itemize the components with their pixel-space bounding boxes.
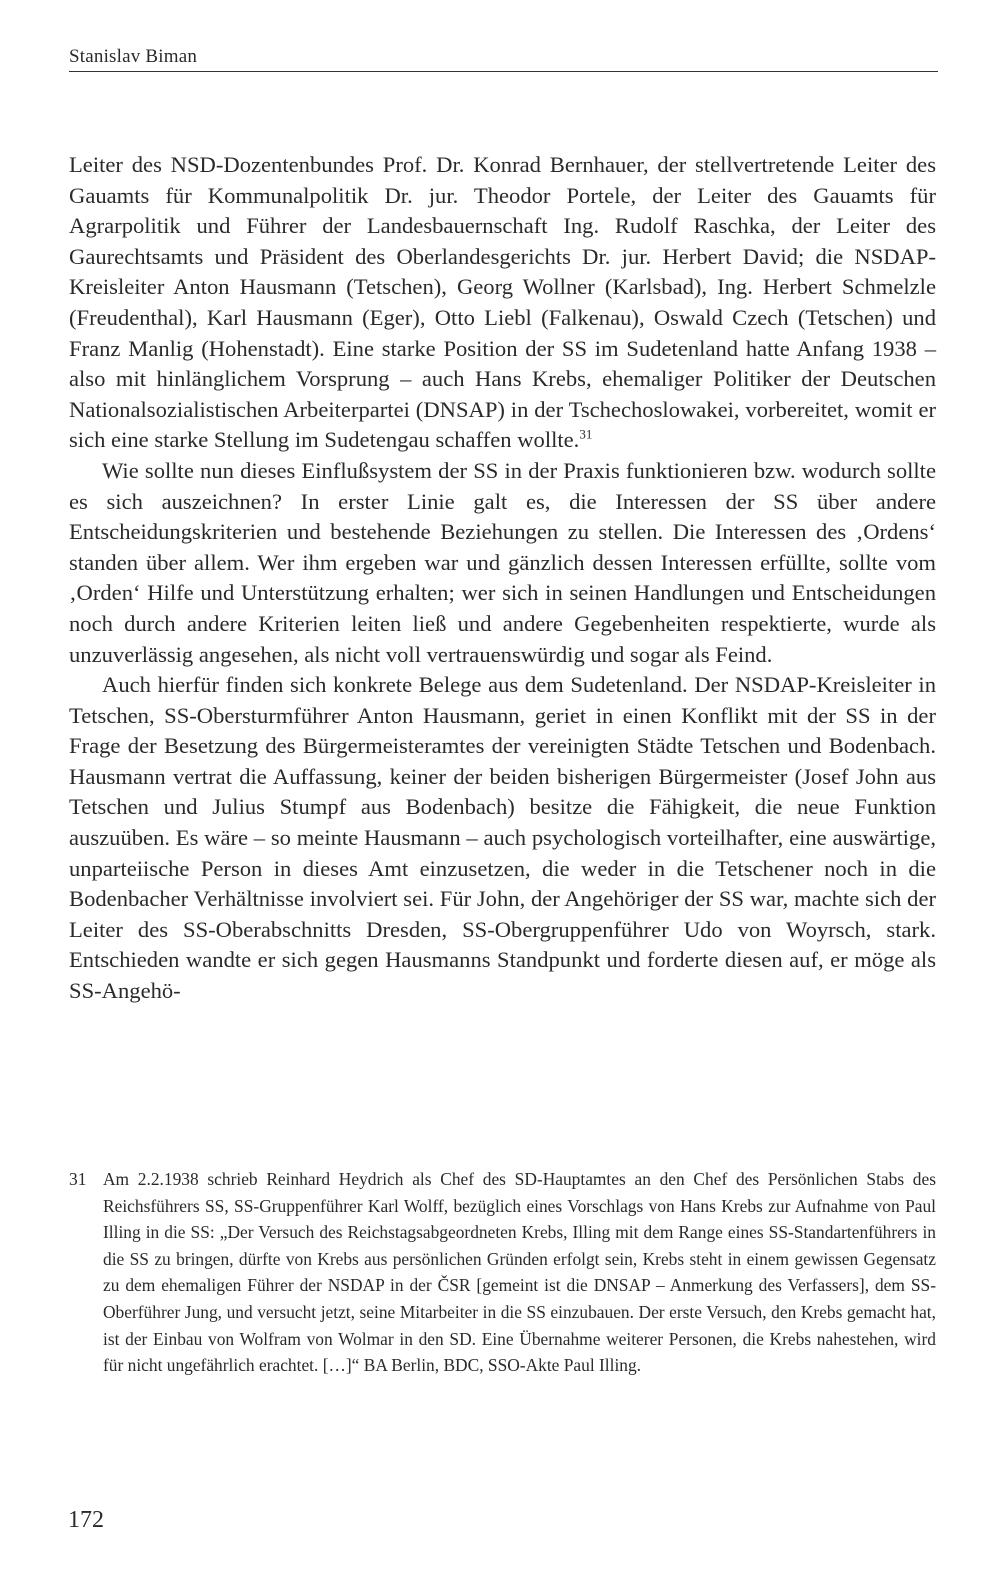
- paragraph-text: Leiter des NSD-Dozentenbundes Prof. Dr. Konrad Bernhauer, der stellvertretende Leiter des Gauamts für Kommunalpolitik Dr. jur. Theodor Portele, der Leiter des Gauamts für Agrarpolitik und Führer der Landesbauernschaft Ing. Rudolf Raschka, der Leiter des Gaurechtsamts und Präsident des Oberlandesgerichts Dr. jur. Herbert David; die NSDAP-Kreisleiter Anton Hausmann (Tetschen), Georg Wollner (Karlsbad), Ing. Herbert Schmelzle (Freudenthal), Karl Hausmann (Eger), Otto Liebl (Falkenau), Oswald Czech (Tetschen) und Franz Manlig (Hohenstadt). Eine starke Position der SS im Sudetenland hatte Anfang 1938 – also mit hinlänglichem Vorsprung – auch Hans Krebs, ehemaliger Politiker der Deutschen Nationalsozialistischen Arbeiterpartei (DNSAP) in der Tschechoslowakei, vorbereitet, womit er sich eine starke Stellung im Sudetengau schaffen wollte.: [69, 152, 936, 453]
- footnote-number: 31: [69, 1169, 87, 1189]
- paragraph: Wie sollte nun dieses Einflußsystem der SS in der Praxis funktionieren bzw. wodurch sollte es sich auszeichnen? In erster Linie galt es, die Interessen der SS über andere Entscheidungskriterien und bestehende Beziehungen zu stellen. Die Interessen des ‚Ordens‘ standen über allem. Wer ihm ergeben war und gänzlich dessen Interessen erfüllte, sollte vom ‚Orden‘ Hilfe und Unterstützung erhalten; wer sich in seinen Handlungen und Entscheidungen noch durch andere Kriterien leiten ließ und andere Gegebenheiten respektierte, wurde als unzuverlässig angesehen, als nicht voll vertrauenswürdig und sogar als Feind.: [69, 457, 936, 667]
- paragraph: Auch hierfür finden sich konkrete Belege aus dem Sudetenland. Der NSDAP-Kreisleiter in Tetschen, SS-Obersturmführer Anton Hausmann, geriet in einen Konflikt mit der SS in der Frage der Besetzung des Bürgermeisteramtes der vereinigten Städte Tetschen und Bodenbach. Hausmann vertrat die Auffassung, keiner der beiden bisherigen Bürgermeister (Josef John aus Tetschen und Julius Stumpf aus Bodenbach) besitze die Fähigkeit, die neue Funktion auszuüben. Es wäre – so meinte Hausmann – auch psychologisch vorteilhafter, eine auswärtige, unparteiische Person in dieses Amt einzusetzen, die weder in die Tetschener noch in die Bodenbacher Verhältnisse involviert sei. Für John, der Angehöriger der SS war, machte sich der Leiter des SS-Oberabschnitts Dresden, SS-Obergruppenführer Udo von Woyrsch, stark. Entschieden wandte er sich gegen Hausmanns Standpunkt und forderte diesen auf, er möge als SS-Angehö-: [69, 672, 936, 1004]
- footnote: [69, 1166, 936, 1379]
- paragraph: [69, 150, 936, 456]
- header-author: Stanislav Biman: [69, 46, 198, 67]
- running-header: [69, 46, 938, 72]
- body-text: [69, 150, 936, 1007]
- footnote-reference: 31: [579, 426, 593, 442]
- page-number: 172: [68, 1507, 104, 1533]
- footnote-text: Am 2.2.1938 schrieb Reinhard Heydrich als Chef des SD-Hauptamtes an den Chef des Persönlichen Stabs des Reichsführers SS, SS-Gruppenführer Karl Wolff, bezüglich eines Vorschlags von Hans Krebs zur Aufnahme von Paul Illing in die SS: „Der Versuch des Reichstagsabgeordneten Krebs, Illing mit dem Range eines SS-Standartenführers in die SS zu bringen, dürfte von Krebs aus persönlichen Gründen erfolgt sein, Krebs steht in einem gewissen Gegensatz zu dem ehemaligen Führer der NSDAP in der ČSR [gemeint ist die DNSAP – Anmerkung des Verfassers], dem SS-Oberführer Jung, und versucht jetzt, seine Mitarbeiter in die SS einzubauen. Der erste Versuch, den Krebs gemacht hat, ist der Einbau von Wolfram von Wolmar in den SD. Eine Übernahme weiterer Personen, die Krebs nahestehen, wird für nicht ungefährlich erachtet. […]“ BA Berlin, BDC, SSO-Akte Paul Illing.: [103, 1169, 936, 1376]
